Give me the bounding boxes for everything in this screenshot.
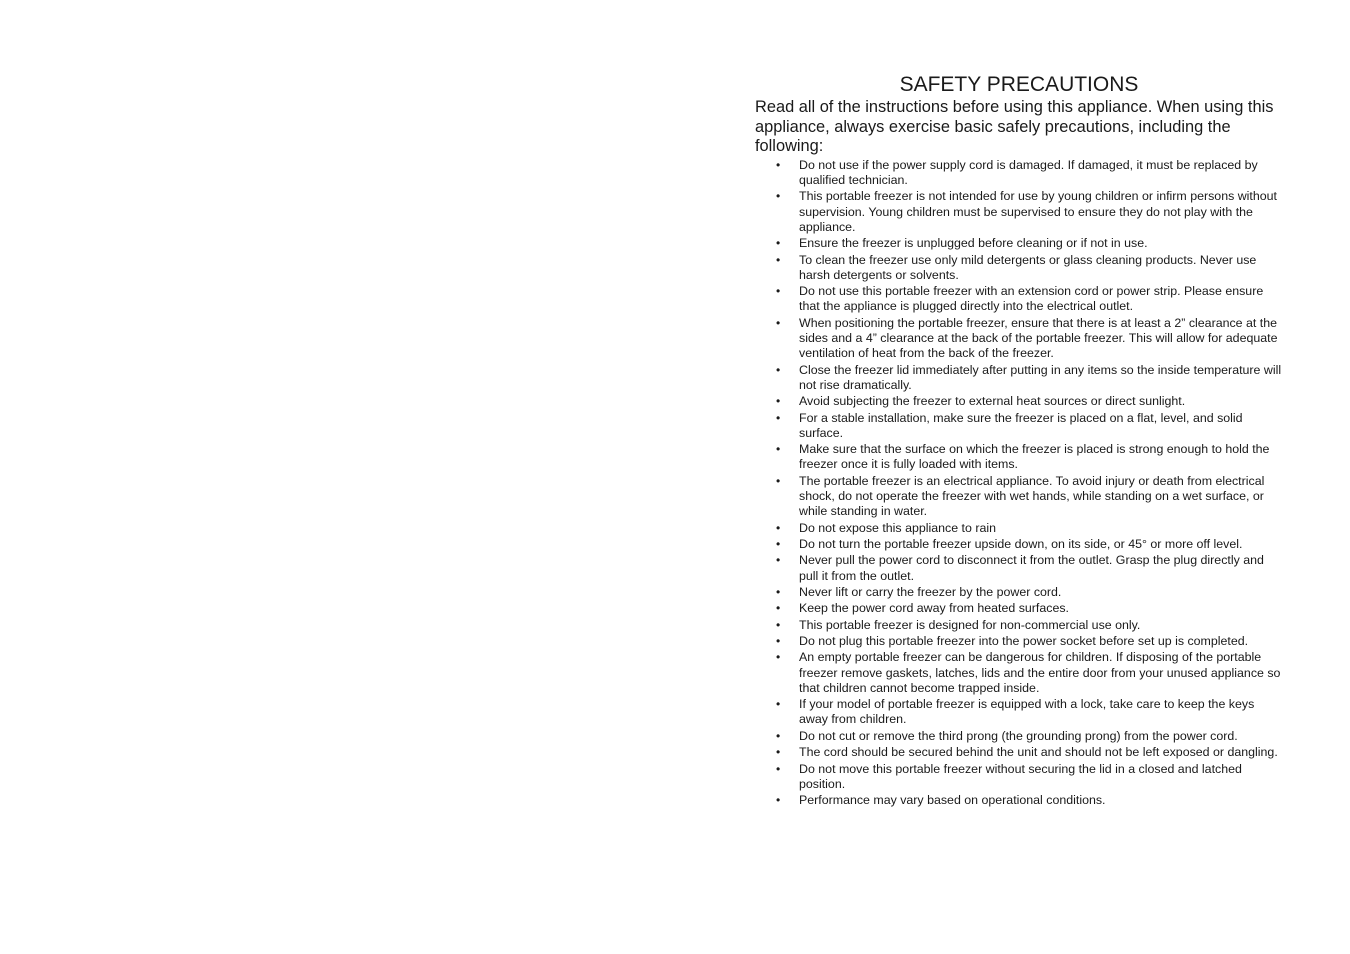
safety-precautions-page bbox=[755, 72, 1283, 810]
list-item bbox=[755, 762, 1283, 792]
list-item bbox=[755, 363, 1283, 393]
bullet-icon: • bbox=[776, 252, 781, 267]
bullet-icon: • bbox=[776, 236, 781, 251]
list-item-text: Do not move this portable freezer without securing the lid in a closed and latched position. bbox=[799, 761, 1242, 791]
bullet-icon: • bbox=[776, 761, 781, 776]
list-item bbox=[755, 411, 1283, 441]
list-item-text: Do not use if the power supply cord is damaged. If damaged, it must be replaced by qualified technician. bbox=[799, 157, 1258, 187]
bullet-icon: • bbox=[776, 793, 781, 808]
list-item-text: The portable freezer is an electrical appliance. To avoid injury or death from electrical shock, do not operate the freezer with wet hands, while standing on a wet surface, or while standing in water. bbox=[799, 473, 1265, 519]
list-item bbox=[755, 650, 1283, 696]
bullet-icon: • bbox=[776, 520, 781, 535]
list-item bbox=[755, 316, 1283, 362]
list-item-text: Do not expose this appliance to rain bbox=[799, 520, 996, 535]
list-item bbox=[755, 442, 1283, 472]
list-item bbox=[755, 601, 1283, 616]
list-item bbox=[755, 729, 1283, 744]
list-item-text: Performance may vary based on operational conditions. bbox=[799, 793, 1106, 808]
bullet-icon: • bbox=[776, 617, 781, 632]
list-item-text: Close the freezer lid immediately after putting in any items so the inside temperature will not rise dramatically. bbox=[799, 362, 1282, 392]
bullet-icon: • bbox=[776, 697, 781, 712]
list-item bbox=[755, 394, 1283, 409]
list-item-text: Avoid subjecting the freezer to external heat sources or direct sunlight. bbox=[799, 394, 1186, 409]
page-title: SAFETY PRECAUTIONS bbox=[899, 73, 1139, 96]
list-item-text: Do not turn the portable freezer upside down, on its side, or 45° or more off level. bbox=[799, 536, 1243, 551]
list-item bbox=[755, 618, 1283, 633]
bullet-icon: • bbox=[776, 284, 781, 299]
list-item bbox=[755, 474, 1283, 520]
bullet-icon: • bbox=[776, 157, 781, 172]
bullet-icon: • bbox=[776, 553, 781, 568]
list-item-text: Make sure that the surface on which the freezer is placed is strong enough to hold the freezer once it is fully loaded with items. bbox=[799, 442, 1270, 472]
list-item bbox=[755, 793, 1283, 808]
list-item-text: Do not plug this portable freezer into the power socket before set up is completed. bbox=[799, 634, 1249, 649]
intro-paragraph: Read all of the instructions before using this appliance. When using this appliance, always exercise basic safely precautions, including the following: bbox=[755, 98, 1274, 156]
bullet-icon: • bbox=[776, 473, 781, 488]
list-item-text: If your model of portable freezer is equipped with a lock, take care to keep the keys away from children. bbox=[799, 697, 1255, 727]
list-item-text: To clean the freezer use only mild detergents or glass cleaning products. Never use harsh detergents or solvents. bbox=[799, 252, 1257, 282]
list-item bbox=[755, 158, 1283, 188]
list-item bbox=[755, 236, 1283, 251]
list-item bbox=[755, 745, 1283, 760]
bullet-icon: • bbox=[776, 315, 781, 330]
list-item bbox=[755, 553, 1283, 583]
bullet-icon: • bbox=[776, 362, 781, 377]
list-item-text: Do not use this portable freezer with an extension cord or power strip. Please ensure that the appliance is plugged directly into the electrical outlet. bbox=[799, 284, 1264, 314]
list-item-text: This portable freezer is designed for non-commercial use only. bbox=[799, 617, 1141, 632]
bullet-icon: • bbox=[776, 601, 781, 616]
list-item bbox=[755, 189, 1283, 235]
precautions-list bbox=[755, 158, 1283, 809]
bullet-icon: • bbox=[776, 394, 781, 409]
bullet-icon: • bbox=[776, 442, 781, 457]
bullet-icon: • bbox=[776, 189, 781, 204]
list-item bbox=[755, 585, 1283, 600]
list-item-text: Do not cut or remove the third prong (the grounding prong) from the power cord. bbox=[799, 728, 1238, 743]
bullet-icon: • bbox=[776, 410, 781, 425]
bullet-icon: • bbox=[776, 634, 781, 649]
list-item-text: This portable freezer is not intended for use by young children or infirm persons without supervision. Young children must be supervised to ensure they do not play with the appliance. bbox=[799, 189, 1277, 234]
list-item-text: An empty portable freezer can be dangerous for children. If disposing of the portable freezer remove gaskets, latches, lids and the entire door from your unused appliance so that children cannot become trapped inside. bbox=[799, 650, 1281, 695]
bullet-icon: • bbox=[776, 745, 781, 760]
bullet-icon: • bbox=[776, 536, 781, 551]
list-item-text: When positioning the portable freezer, ensure that there is at least a 2” clearance at the sides and a 4” clearance at the back of the portable freezer. This will allow for adequate ventilation of heat from the back of the freezer. bbox=[799, 315, 1278, 361]
list-item bbox=[755, 284, 1283, 314]
list-item bbox=[755, 253, 1283, 283]
list-item-text: Ensure the freezer is unplugged before cleaning or if not in use. bbox=[799, 236, 1148, 251]
list-item bbox=[755, 697, 1283, 727]
list-item-text: Never pull the power cord to disconnect it from the outlet. Grasp the plug directly and pull it from the outlet. bbox=[799, 553, 1264, 583]
bullet-icon: • bbox=[776, 728, 781, 743]
bullet-icon: • bbox=[776, 650, 781, 665]
list-item-text: Never lift or carry the freezer by the power cord. bbox=[799, 584, 1062, 599]
bullet-icon: • bbox=[776, 584, 781, 599]
list-item bbox=[755, 537, 1283, 552]
list-item bbox=[755, 521, 1283, 536]
list-item bbox=[755, 634, 1283, 649]
list-item-text: Keep the power cord away from heated surfaces. bbox=[799, 601, 1069, 616]
list-item-text: For a stable installation, make sure the freezer is placed on a flat, level, and solid surface. bbox=[799, 410, 1243, 440]
list-item-text: The cord should be secured behind the unit and should not be left exposed or dangling. bbox=[799, 745, 1278, 760]
